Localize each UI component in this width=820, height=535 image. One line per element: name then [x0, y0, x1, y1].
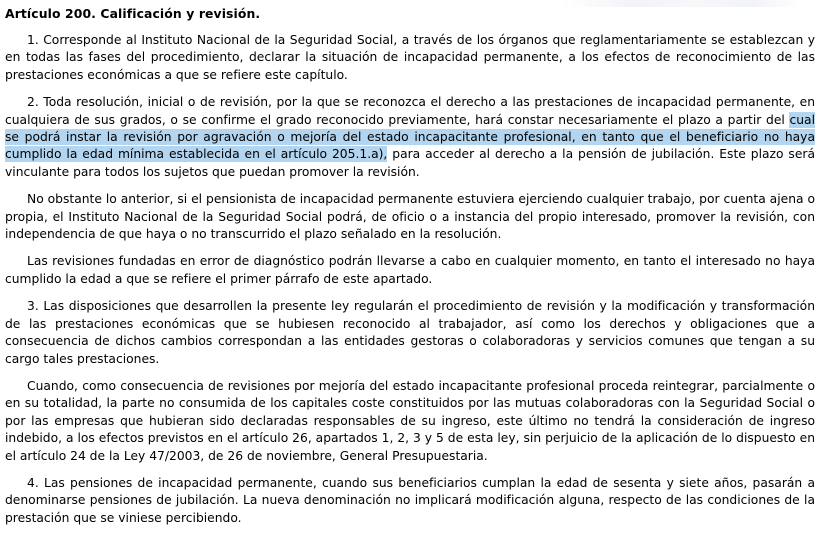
- paragraph-2-text-after-selection: para acceder al derecho a la pensión de jubilación. Este plazo será vinculante para todos los sujetos que puedan promover la revisión.: [5, 147, 815, 179]
- paragraph-1: 1. Corresponde al Instituto Nacional de la Seguridad Social, a través de los órganos que reglamentariamente se establezcan y en todas las fases del procedimiento, declarar la situación de incapacidad permanente, a los efectos de reconocimiento de las prestaciones económicas a que se refiere este capítulo.: [5, 33, 815, 82]
- paragraph-6: Cuando, como consecuencia de revisiones por mejoría del estado incapacitante profesional proceda reintegrar, parcialmente o en su totalidad, la parte no consumida de los capitales coste constituidos por las mutuas colaboradoras con la Seguridad Social o por las empresas que hubieran sido declaradas responsables de su ingreso, este último no tendrá la consideración de ingreso indebido, a los efectos previstos en el artículo 26, apartados 1, 2, 3 y 5 de esta ley, sin perjuicio de la aplicación de lo dispuesto en el artículo 24 de la Ley 47/2003, de 26 de noviembre, General Presupuestaria.: [5, 378, 815, 463]
- text-selection-highlight[interactable]: cual se podrá instar la revisión por agravación o mejoría del estado incapacitante profesional, en tanto que el beneficiario no haya cumplido la edad mínima establecida en el artículo 205.1.a),: [5, 112, 815, 162]
- paragraph-7: 4. Las pensiones de incapacidad permanente, cuando sus beneficiarios cumplan la edad de sesenta y siete años, pasarán a denominarse pensiones de jubilación. La nueva denominación no implicará modificación alguna, respecto de las condiciones de la prestación que se viniese percibiendo.: [5, 475, 815, 525]
- paragraph-3: No obstante lo anterior, si el pensionista de incapacidad permanente estuviera ejerciendo cualquier trabajo, por cuenta ajena o propia, el Instituto Nacional de la Seguridad Social podrá, de oficio o a instancia del propio interesado, promover la revisión, con independencia de que haya o no transcurrido el plazo señalado en la resolución.: [5, 192, 815, 242]
- paragraph-2: [5, 94, 815, 181]
- paragraph-4: Las revisiones fundadas en error de diagnóstico podrán llevarse a cabo en cualquier momento, en tanto el interesado no haya cumplido la edad a que se refiere el primer párrafo de este apartado.: [5, 254, 815, 286]
- paragraph-5: 3. Las disposiciones que desarrollen la presente ley regularán el procedimiento de revisión y la modificación y transformación de las prestaciones económicas que se hubiesen reconocido al trabajador, así como los derechos y obligaciones que a consecuencia de dichos cambios correspondan a las entidades gestoras o colaboradoras y servicios comunes que tengan a su cargo tales prestaciones.: [5, 299, 815, 366]
- page-title: Artículo 200. Calificación y revisión.: [5, 6, 261, 21]
- paragraph-2-text-before-selection: 2. Toda resolución, inicial o de revisión, por la que se reconozca el derecho a las prestaciones de incapacidad permanente, en cualquiera de sus grados, o se confirme el grado reconocido previamente, hará constar necesariamente el plazo a partir del: [5, 95, 815, 127]
